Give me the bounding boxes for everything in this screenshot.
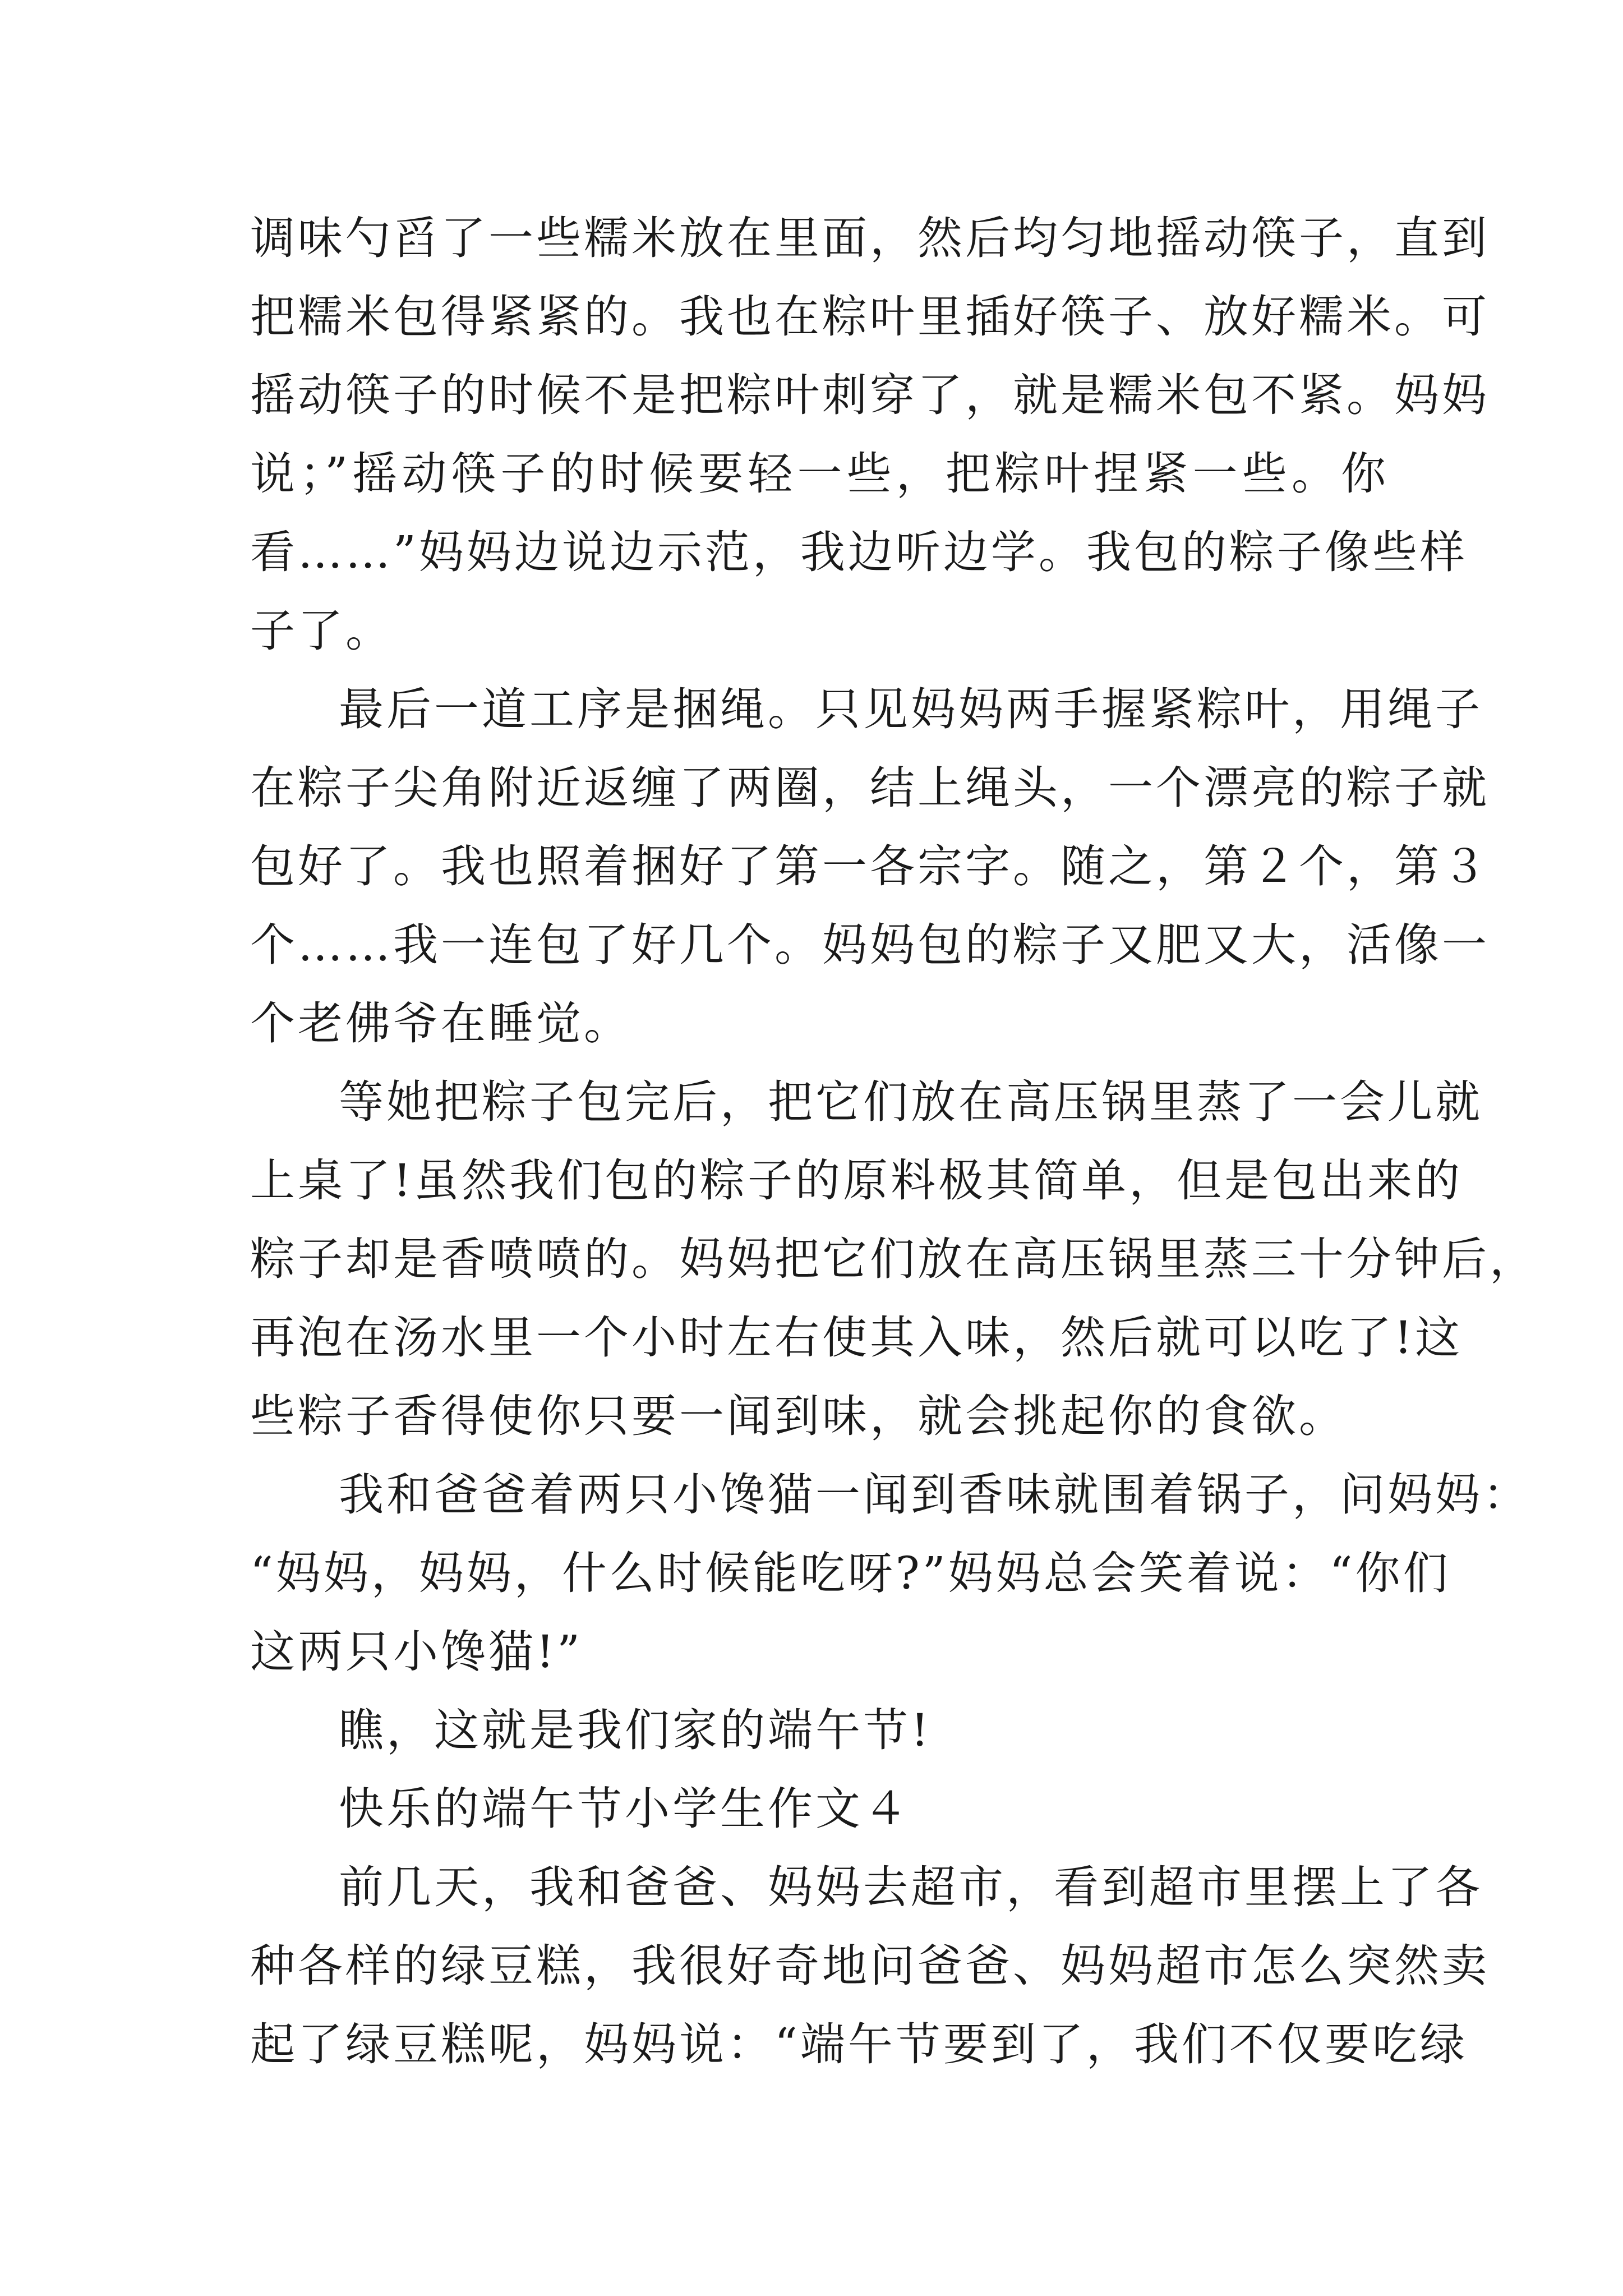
paragraph-first-line: 我和爸爸着两只小馋猫一闻到香味就围着锅子，问妈妈： (339, 1469, 1530, 1521)
text-line: 种各样的绿豆糕，我很好奇地问爸爸、妈妈超市怎么突然卖 (250, 1940, 1490, 1992)
text-line: 看……”妈妈边说边示范，我边听边学。我包的粽子像些样 (250, 526, 1468, 578)
text-line: “妈妈，妈妈，什么时候能吃呀?”妈妈总会笑着说：“你们 (250, 1547, 1451, 1599)
text-line: 起了绿豆糕呢，妈妈说：“端午节要到了，我们不仅要吃绿 (250, 2018, 1468, 2070)
paragraph-first-line: 等她把粽子包完后，把它们放在高压锅里蒸了一会儿就 (339, 1076, 1483, 1128)
text-line: 上桌了!虽然我们包的粽子的原料极其简单，但是包出来的 (250, 1154, 1463, 1207)
text-line: 子了。 (250, 605, 393, 657)
text-line: 包好了。我也照着捆好了第一各宗字。随之，第２个，第３ (250, 840, 1490, 892)
text-line: 说；”摇动筷子的时候要轻一些，把粽叶捏紧一些。你 (250, 448, 1389, 500)
text-line: 这两只小馋猫!” (250, 1626, 583, 1678)
text-line: 个老佛爷在睡觉。 (250, 997, 631, 1050)
text-line: 些粽子香得使你只要一闻到味，就会挑起你的食欲。 (250, 1390, 1347, 1442)
paragraph-first-line: 前几天，我和爸爸、妈妈去超市，看到超市里摆上了各 (339, 1861, 1483, 1913)
text-line: 再泡在汤水里一个小时左右使其入味，然后就可以吃了!这 (250, 1312, 1463, 1364)
text-line: 摇动筷子的时候不是把粽叶刺穿了，就是糯米包不紧。妈妈 (250, 369, 1490, 421)
paragraph-first-line: 最后一道工序是捆绳。只见妈妈两手握紧粽叶，用绳子 (339, 683, 1483, 735)
section-heading: 快乐的端午节小学生作文４ (339, 1783, 911, 1835)
paragraph-first-line: 瞧，这就是我们家的端午节! (339, 1704, 932, 1756)
text-line: 粽子却是香喷喷的。妈妈把它们放在高压锅里蒸三十分钟后， (250, 1233, 1537, 1285)
text-line: 调味勺舀了一些糯米放在里面，然后均匀地摇动筷子，直到 (250, 212, 1490, 264)
text-line: 把糯米包得紧紧的。我也在粽叶里插好筷子、放好糯米。可 (250, 291, 1490, 343)
text-line: 在粽子尖角附近返缠了两圈，结上绳头，一个漂亮的粽子就 (250, 762, 1490, 814)
text-line: 个……我一连包了好几个。妈妈包的粽子又肥又大，活像一 (250, 919, 1490, 971)
